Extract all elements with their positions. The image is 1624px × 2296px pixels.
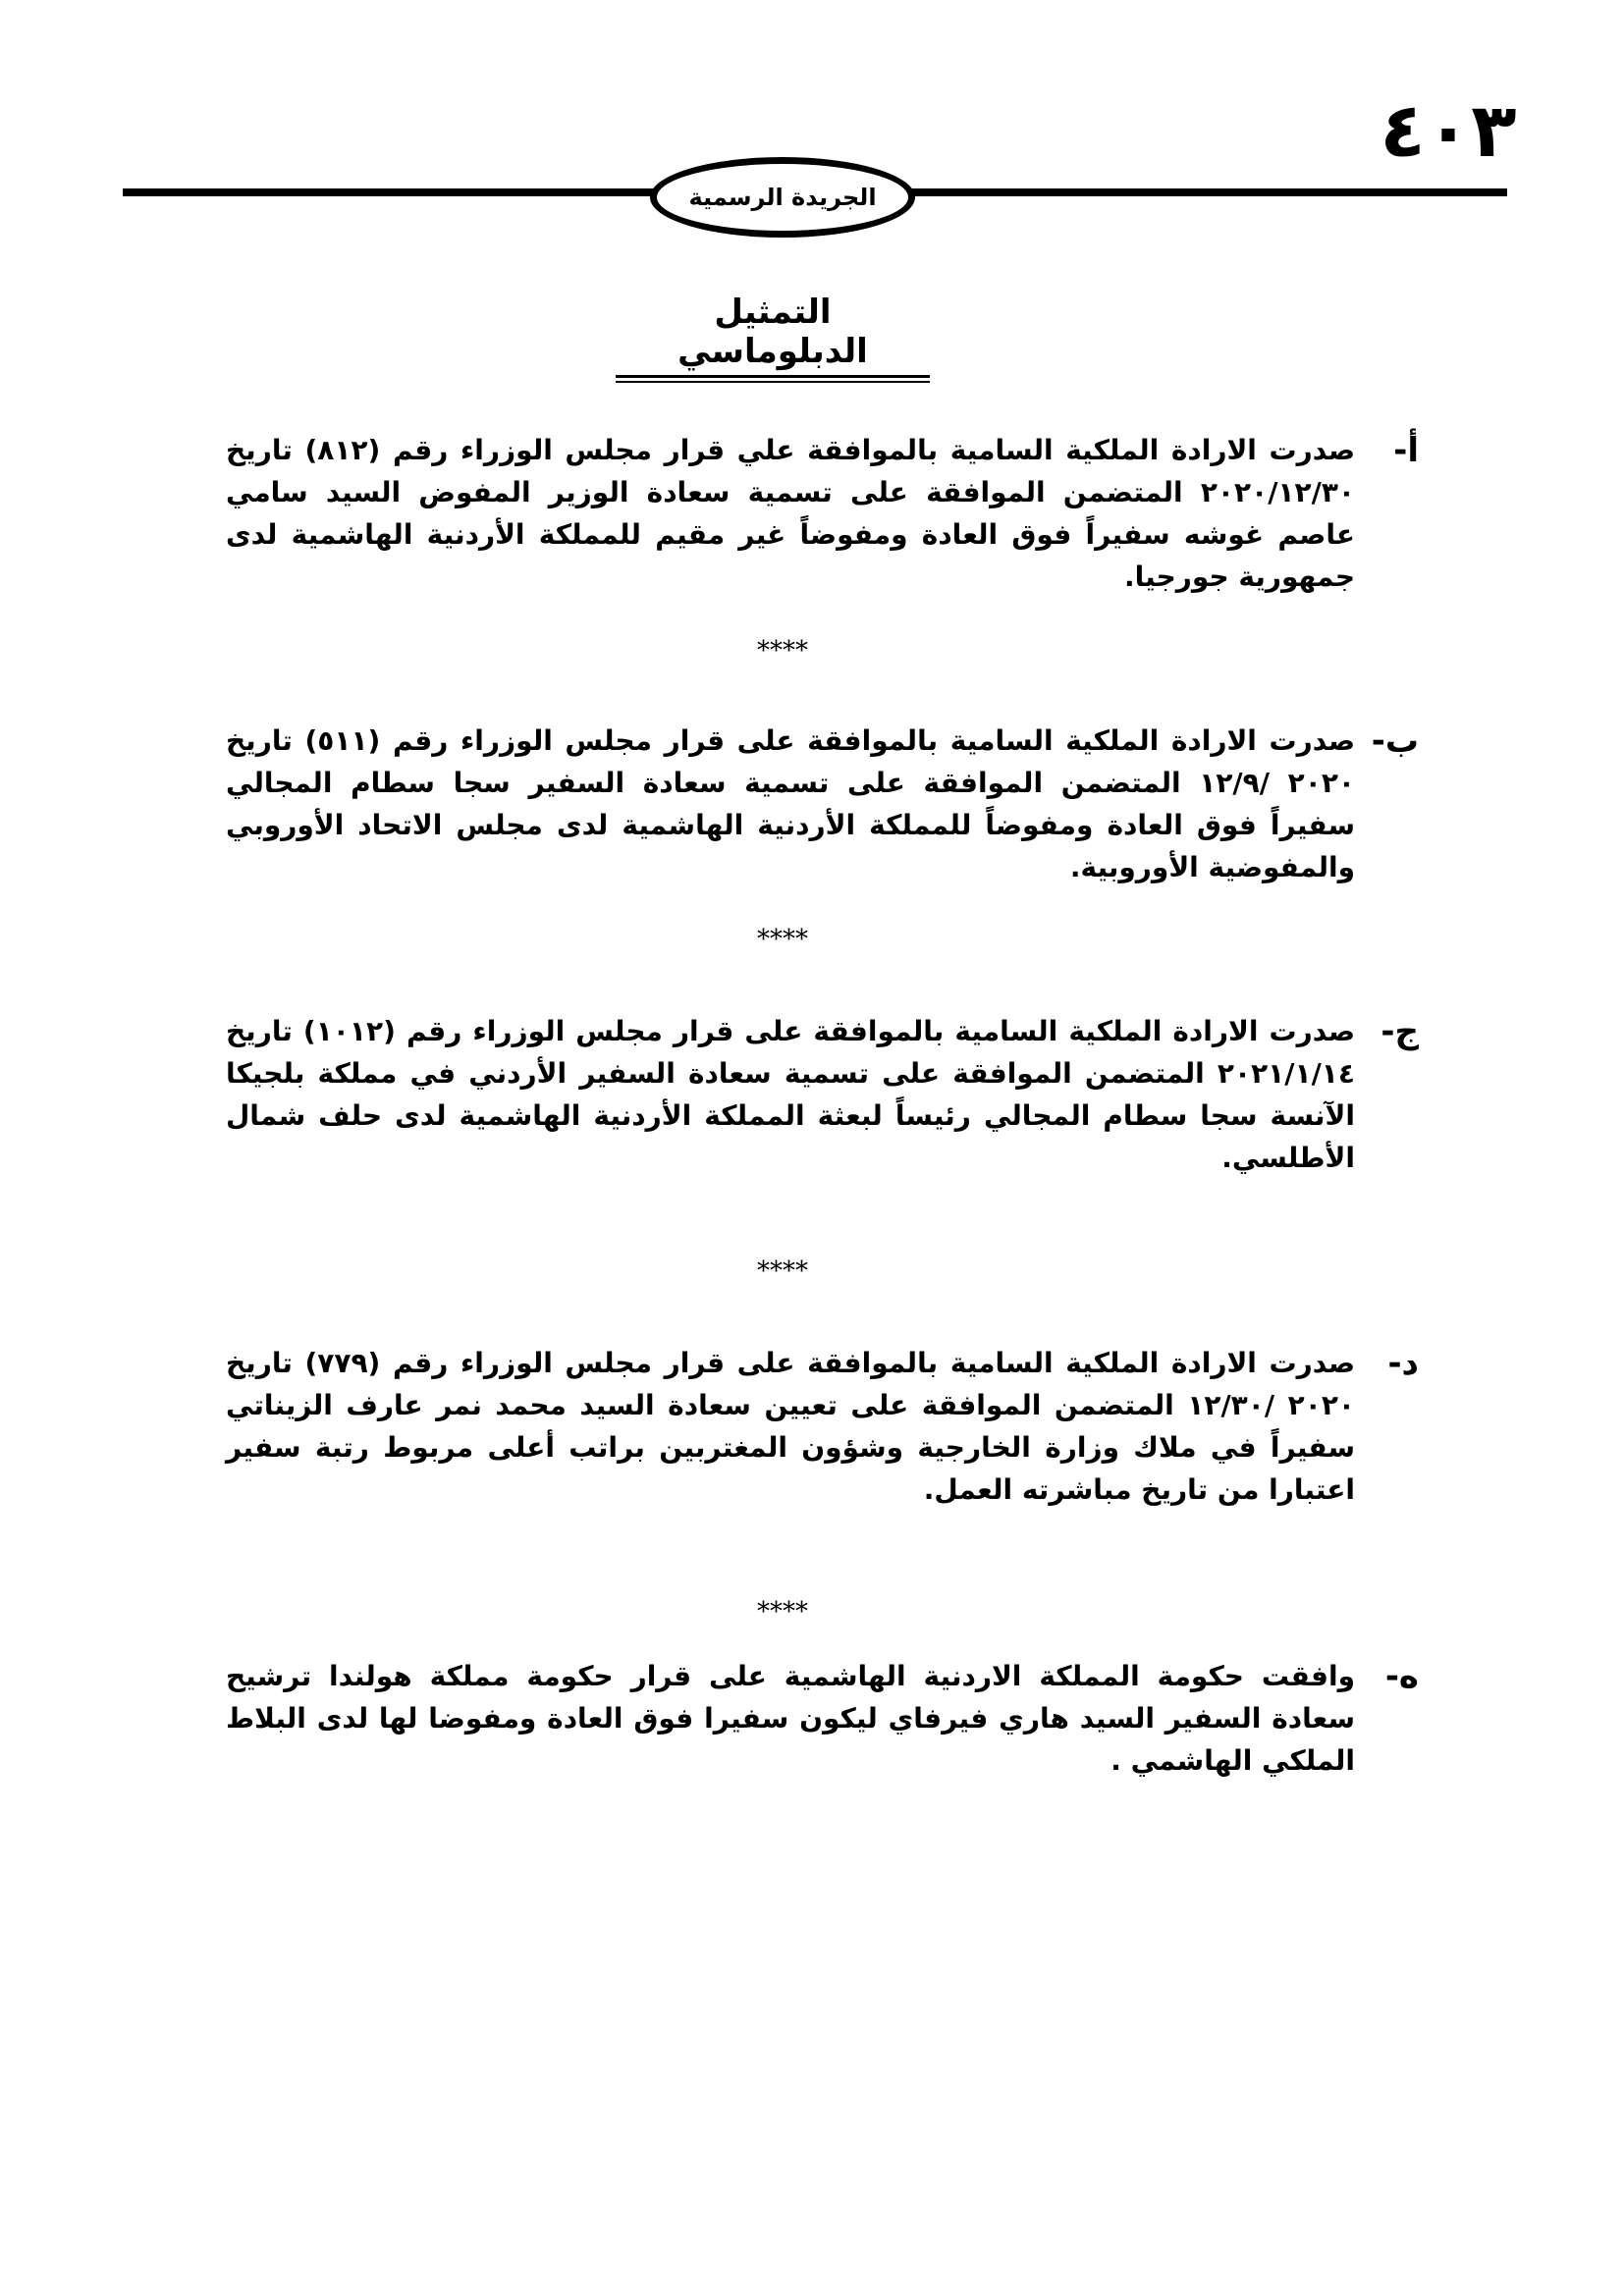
decree-item-d [226, 1342, 1419, 1511]
item-marker: ه- [1384, 1657, 1419, 1696]
item-marker: ب- [1371, 721, 1419, 761]
separator: **** [757, 1256, 808, 1286]
item-text: صدرت الارادة الملكية السامية بالموافقة علي قرار مجلس الوزراء رقم (٨١٢) تاريخ ٢٠٢٠/١٢/٣٠ المتضمن الموافقة على تسمية سعادة الوزير المفوض السيد سامي عاصم غوشه سفيراً فوق العادة ومفوضاً غير مقيم للمملكة الأردنية الهاشمية لدى جمهورية جورجيا. [226, 434, 1356, 593]
page-number: ٤٠٣ [1380, 86, 1517, 174]
item-marker: د- [1387, 1344, 1419, 1383]
publication-oval [650, 157, 915, 238]
item-text: صدرت الارادة الملكية السامية بالموافقة على قرار مجلس الوزراء رقم (١٠١٢) تاريخ ٢٠٢١/١/١٤ المتضمن الموافقة على تسمية سعادة السفير الأردني في مملكة بلجيكا الآنسة سجا سطام المجالي رئيساً لبعثة المملكة الأردنية الهاشمية لدى حلف شمال الأطلسي. [226, 1015, 1356, 1174]
item-marker: أ- [1393, 431, 1419, 470]
item-marker: ج- [1380, 1012, 1419, 1051]
section-title: التمثيل الدبلوماسي [616, 293, 930, 378]
decree-item-b [226, 720, 1419, 888]
item-text: صدرت الارادة الملكية السامية بالموافقة على قرار مجلس الوزراء رقم (٥١١) تاريخ ٢٠٢٠ /١٢/٩ المتضمن الموافقة على تسمية سعادة السفير سجا سطام المجالي سفيراً فوق العادة ومفوضاً للمملكة الأردنية الهاشمية لدى مجلس الاتحاد الأوروبي والمفوضية الأوروبية. [226, 724, 1356, 883]
decree-item-c [226, 1010, 1419, 1179]
decree-item-e [226, 1655, 1419, 1782]
publication-name: الجريدة الرسمية [688, 184, 877, 211]
section-title-block [616, 293, 930, 383]
decree-item-a [226, 429, 1419, 598]
separator: **** [757, 636, 808, 666]
item-text: صدرت الارادة الملكية السامية بالموافقة على قرار مجلس الوزراء رقم (٧٧٩) تاريخ ٢٠٢٠ /١٢/٣٠ المتضمن الموافقة على تعيين سعادة السيد محمد نمر عارف الزيناتي سفيراً في ملاك وزارة الخارجية وشؤون المغتربين براتب أعلى مربوط رتبة سفير اعتبارا من تاريخ مباشرته العمل. [226, 1347, 1356, 1506]
separator: **** [757, 1597, 808, 1627]
title-underline [616, 381, 930, 383]
separator: **** [757, 925, 808, 954]
item-text: وافقت حكومة المملكة الاردنية الهاشمية على قرار حكومة مملكة هولندا ترشيح سعادة السفير السيد هاري فيرفاي ليكون سفيرا فوق العادة ومفوضا لها لدى البلاط الملكي الهاشمي . [226, 1660, 1355, 1777]
